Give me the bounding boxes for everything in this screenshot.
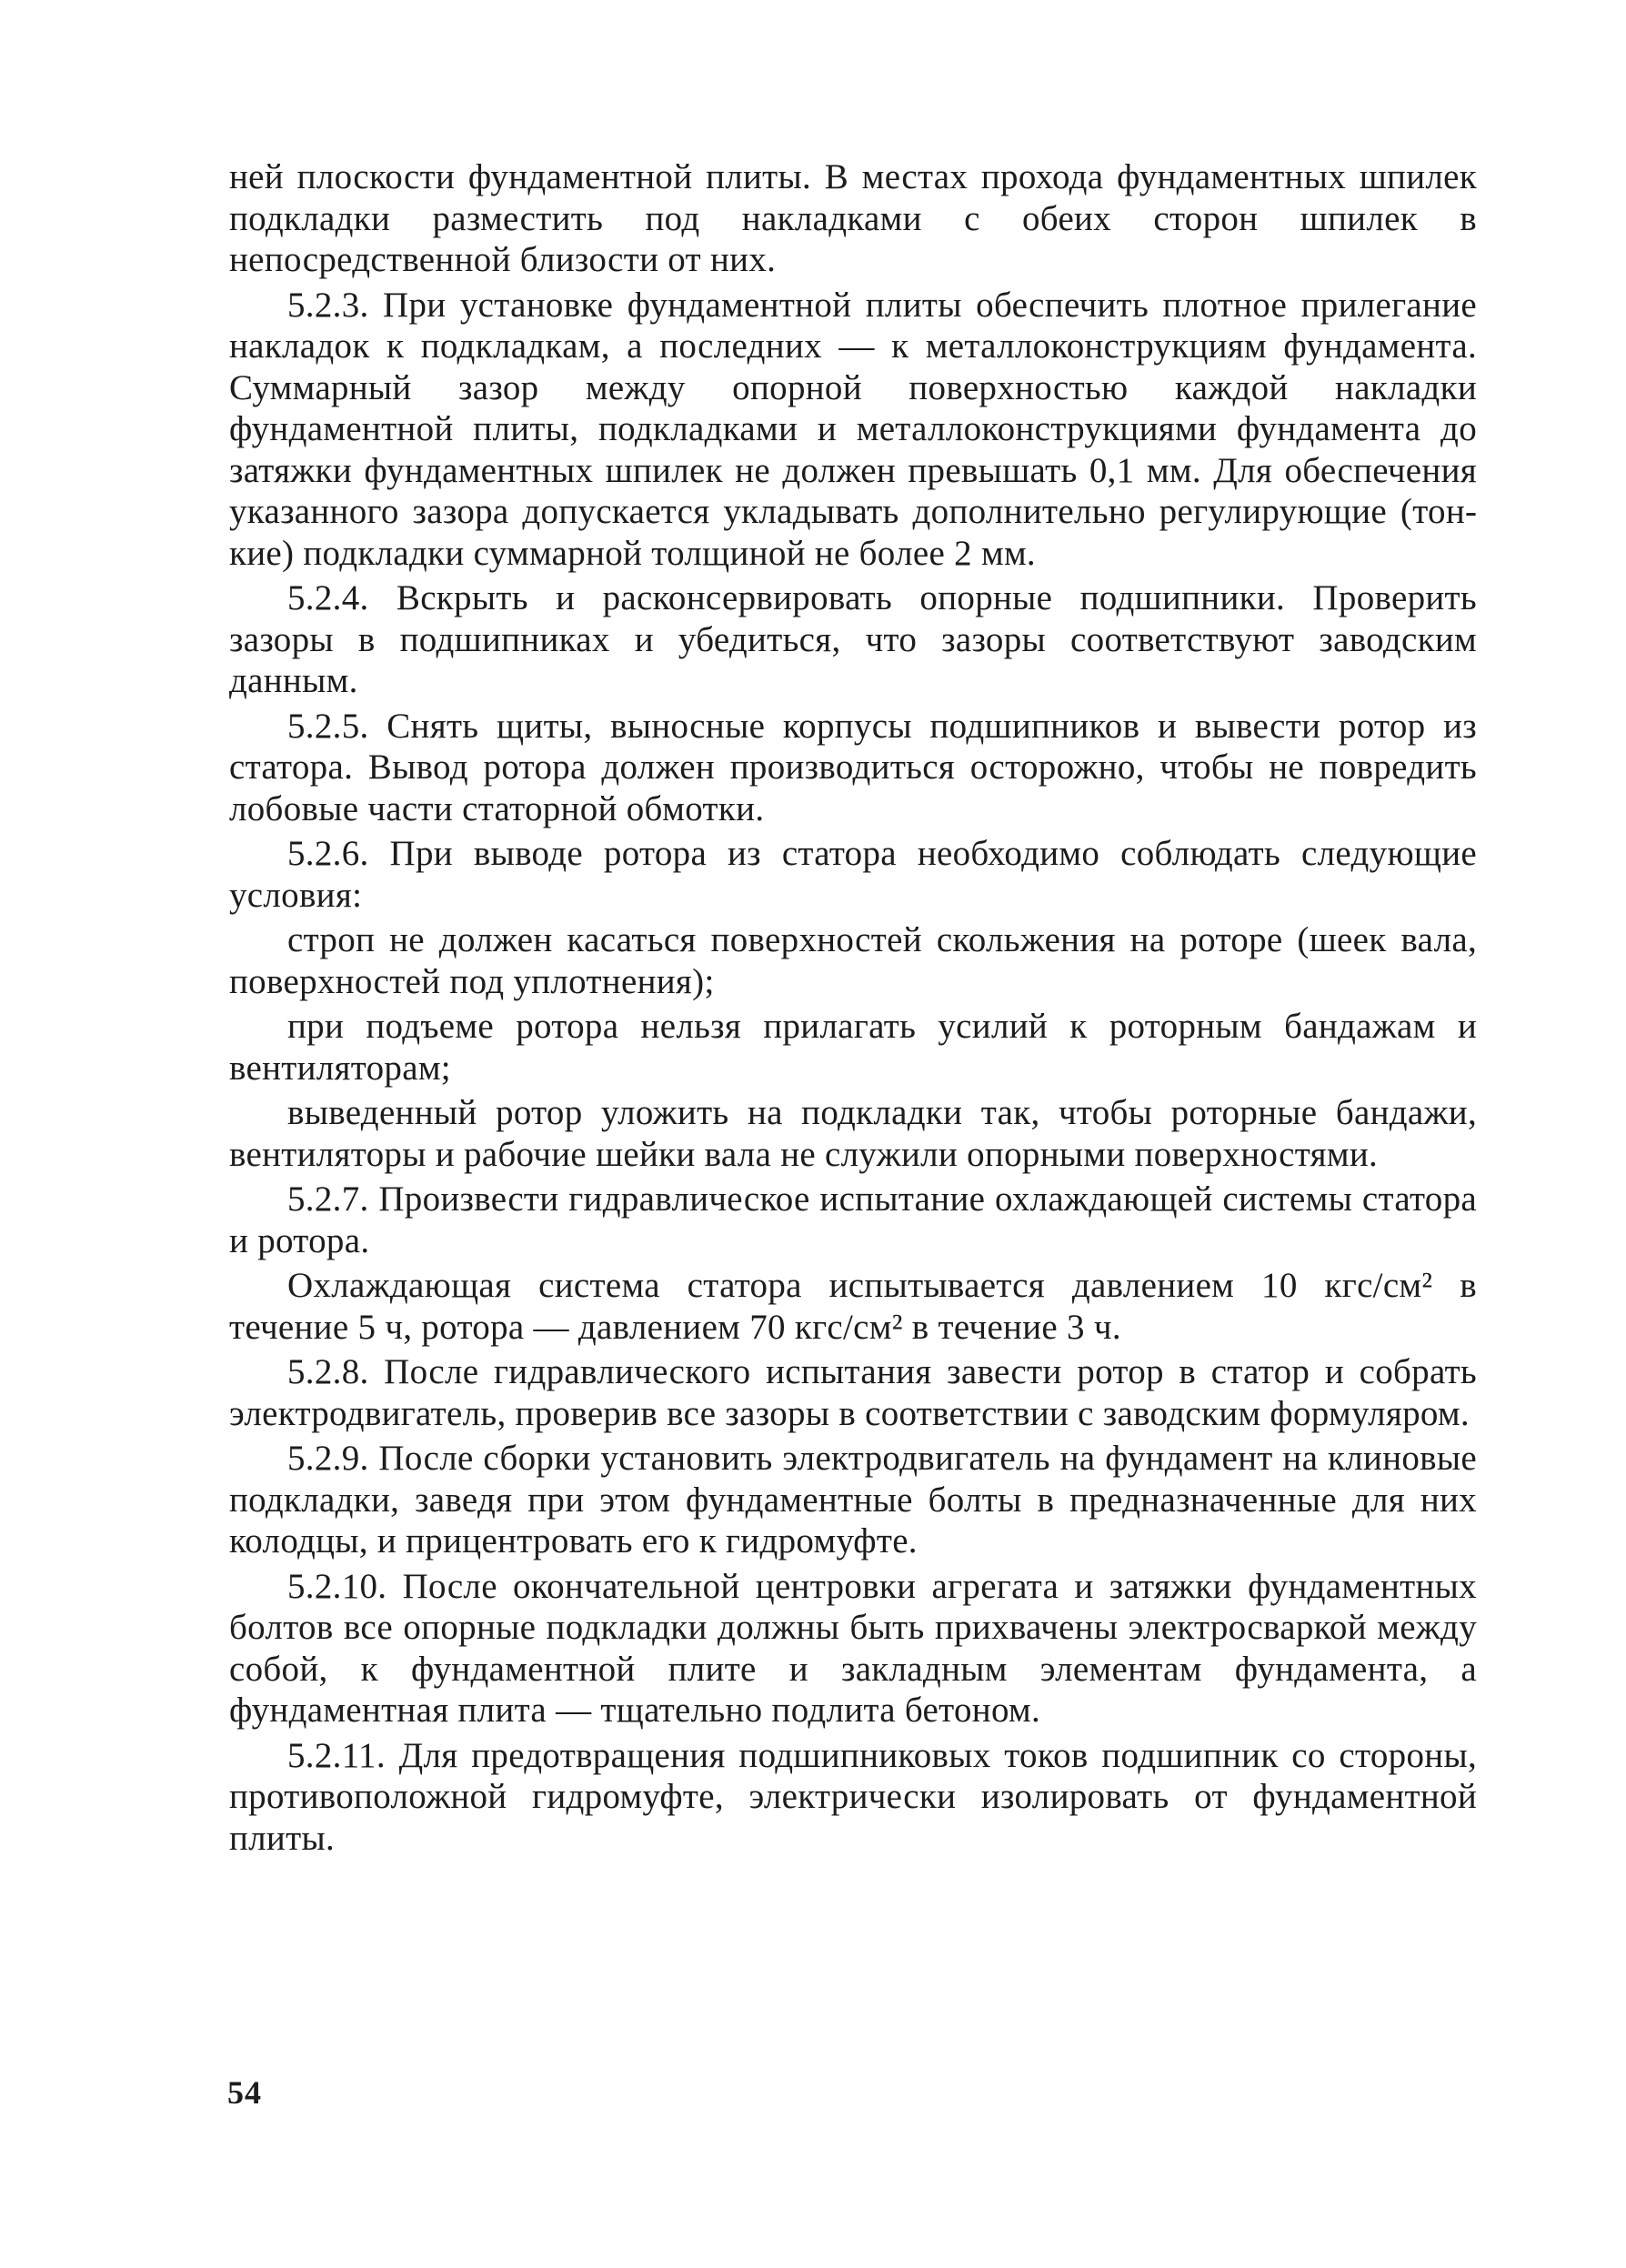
cooling-test-pressure: Охлаждающая система статора испытывается давлением 10 кгс/см² в течение 5 ч, ротора — давлением 70 кгс/см² в течение 3 ч. <box>229 1266 1477 1347</box>
paragraph-5-2-9: 5.2.9. После сборки установить электродвигатель на фундамент на клиновые подкладки, заведя при этом фундаментные болты в предназначенные для них колодцы, и прицентровать его к гидромуфте. <box>229 1439 1477 1561</box>
paragraph-5-2-11: 5.2.11. Для предотвращения подшипниковых токов подшипник со стороны, противоположной гидромуфте, электрически изолировать от фундаментной плиты. <box>229 1735 1477 1858</box>
body-text <box>229 156 1477 1862</box>
page-number: 54 <box>227 2074 262 2111</box>
paragraph-5-2-3: 5.2.3. При установке фундаментной плиты обеспечить плотное прилегание накладок к подкладкам, а последних — к металлоконструкциям фундамента. Суммарный зазор между опорной поверхностью каждой накладки фундаментной плиты, подкладками и металлоконструкциями фундамента до затяжки фундаментных шпилек не должен превышать 0,1 мм. Для обеспечения указанного зазора допускается укладывать дополнительно регулирующие (тонкие) подкладки суммарной толщиной не более 2 мм. <box>229 285 1477 573</box>
paragraph-5-2-5: 5.2.5. Снять щиты, выносные корпусы подшипников и вывести ротор из статора. Вывод ротора должен производиться осторожно, чтобы не повредить лобовые части статорной обмотки. <box>229 706 1477 828</box>
paragraph-5-2-4: 5.2.4. Вскрыть и расконсервировать опорные подшипники. Проверить зазоры в подшипниках и убедиться, что зазоры соответствуют заводским данным. <box>229 578 1477 700</box>
paragraph-continuation: ней плоскости фундаментной плиты. В местах прохода фундаментных шпилек подкладки разместить под накладками с обеих сторон шпилек в непосредственной близости от них. <box>229 157 1477 279</box>
condition-lifting: при подъеме ротора нельзя прилагать усилий к роторным бандажам и вентиляторам; <box>229 1007 1477 1088</box>
condition-placement: выведенный ротор уложить на подкладки так, чтобы роторные бандажи, вентиляторы и рабочие шейки вала не служили опорными поверхностями. <box>229 1093 1477 1174</box>
paragraph-5-2-8: 5.2.8. После гидравлического испытания завести ротор в статор и собрать электродвигатель, проверив все зазоры в соответствии с заводским формуляром. <box>229 1352 1477 1433</box>
paragraph-5-2-7: 5.2.7. Произвести гидравлическое испытание охлаждающей системы статора и ротора. <box>229 1179 1477 1260</box>
paragraph-5-2-10: 5.2.10. После окончательной центровки агрегата и затяжки фундаментных болтов все опорные подкладки должны быть прихвачены электросваркой между собой, к фундаментной плите и закладным элементам фундамента, а фундаментная плита — тщательно подлита бетоном. <box>229 1566 1477 1730</box>
condition-sling: строп не должен касаться поверхностей скольжения на роторе (шеек вала, поверхностей под уплотнения); <box>229 920 1477 1001</box>
paragraph-5-2-6: 5.2.6. При выводе ротора из статора необходимо соблюдать следующие условия: <box>229 834 1477 915</box>
